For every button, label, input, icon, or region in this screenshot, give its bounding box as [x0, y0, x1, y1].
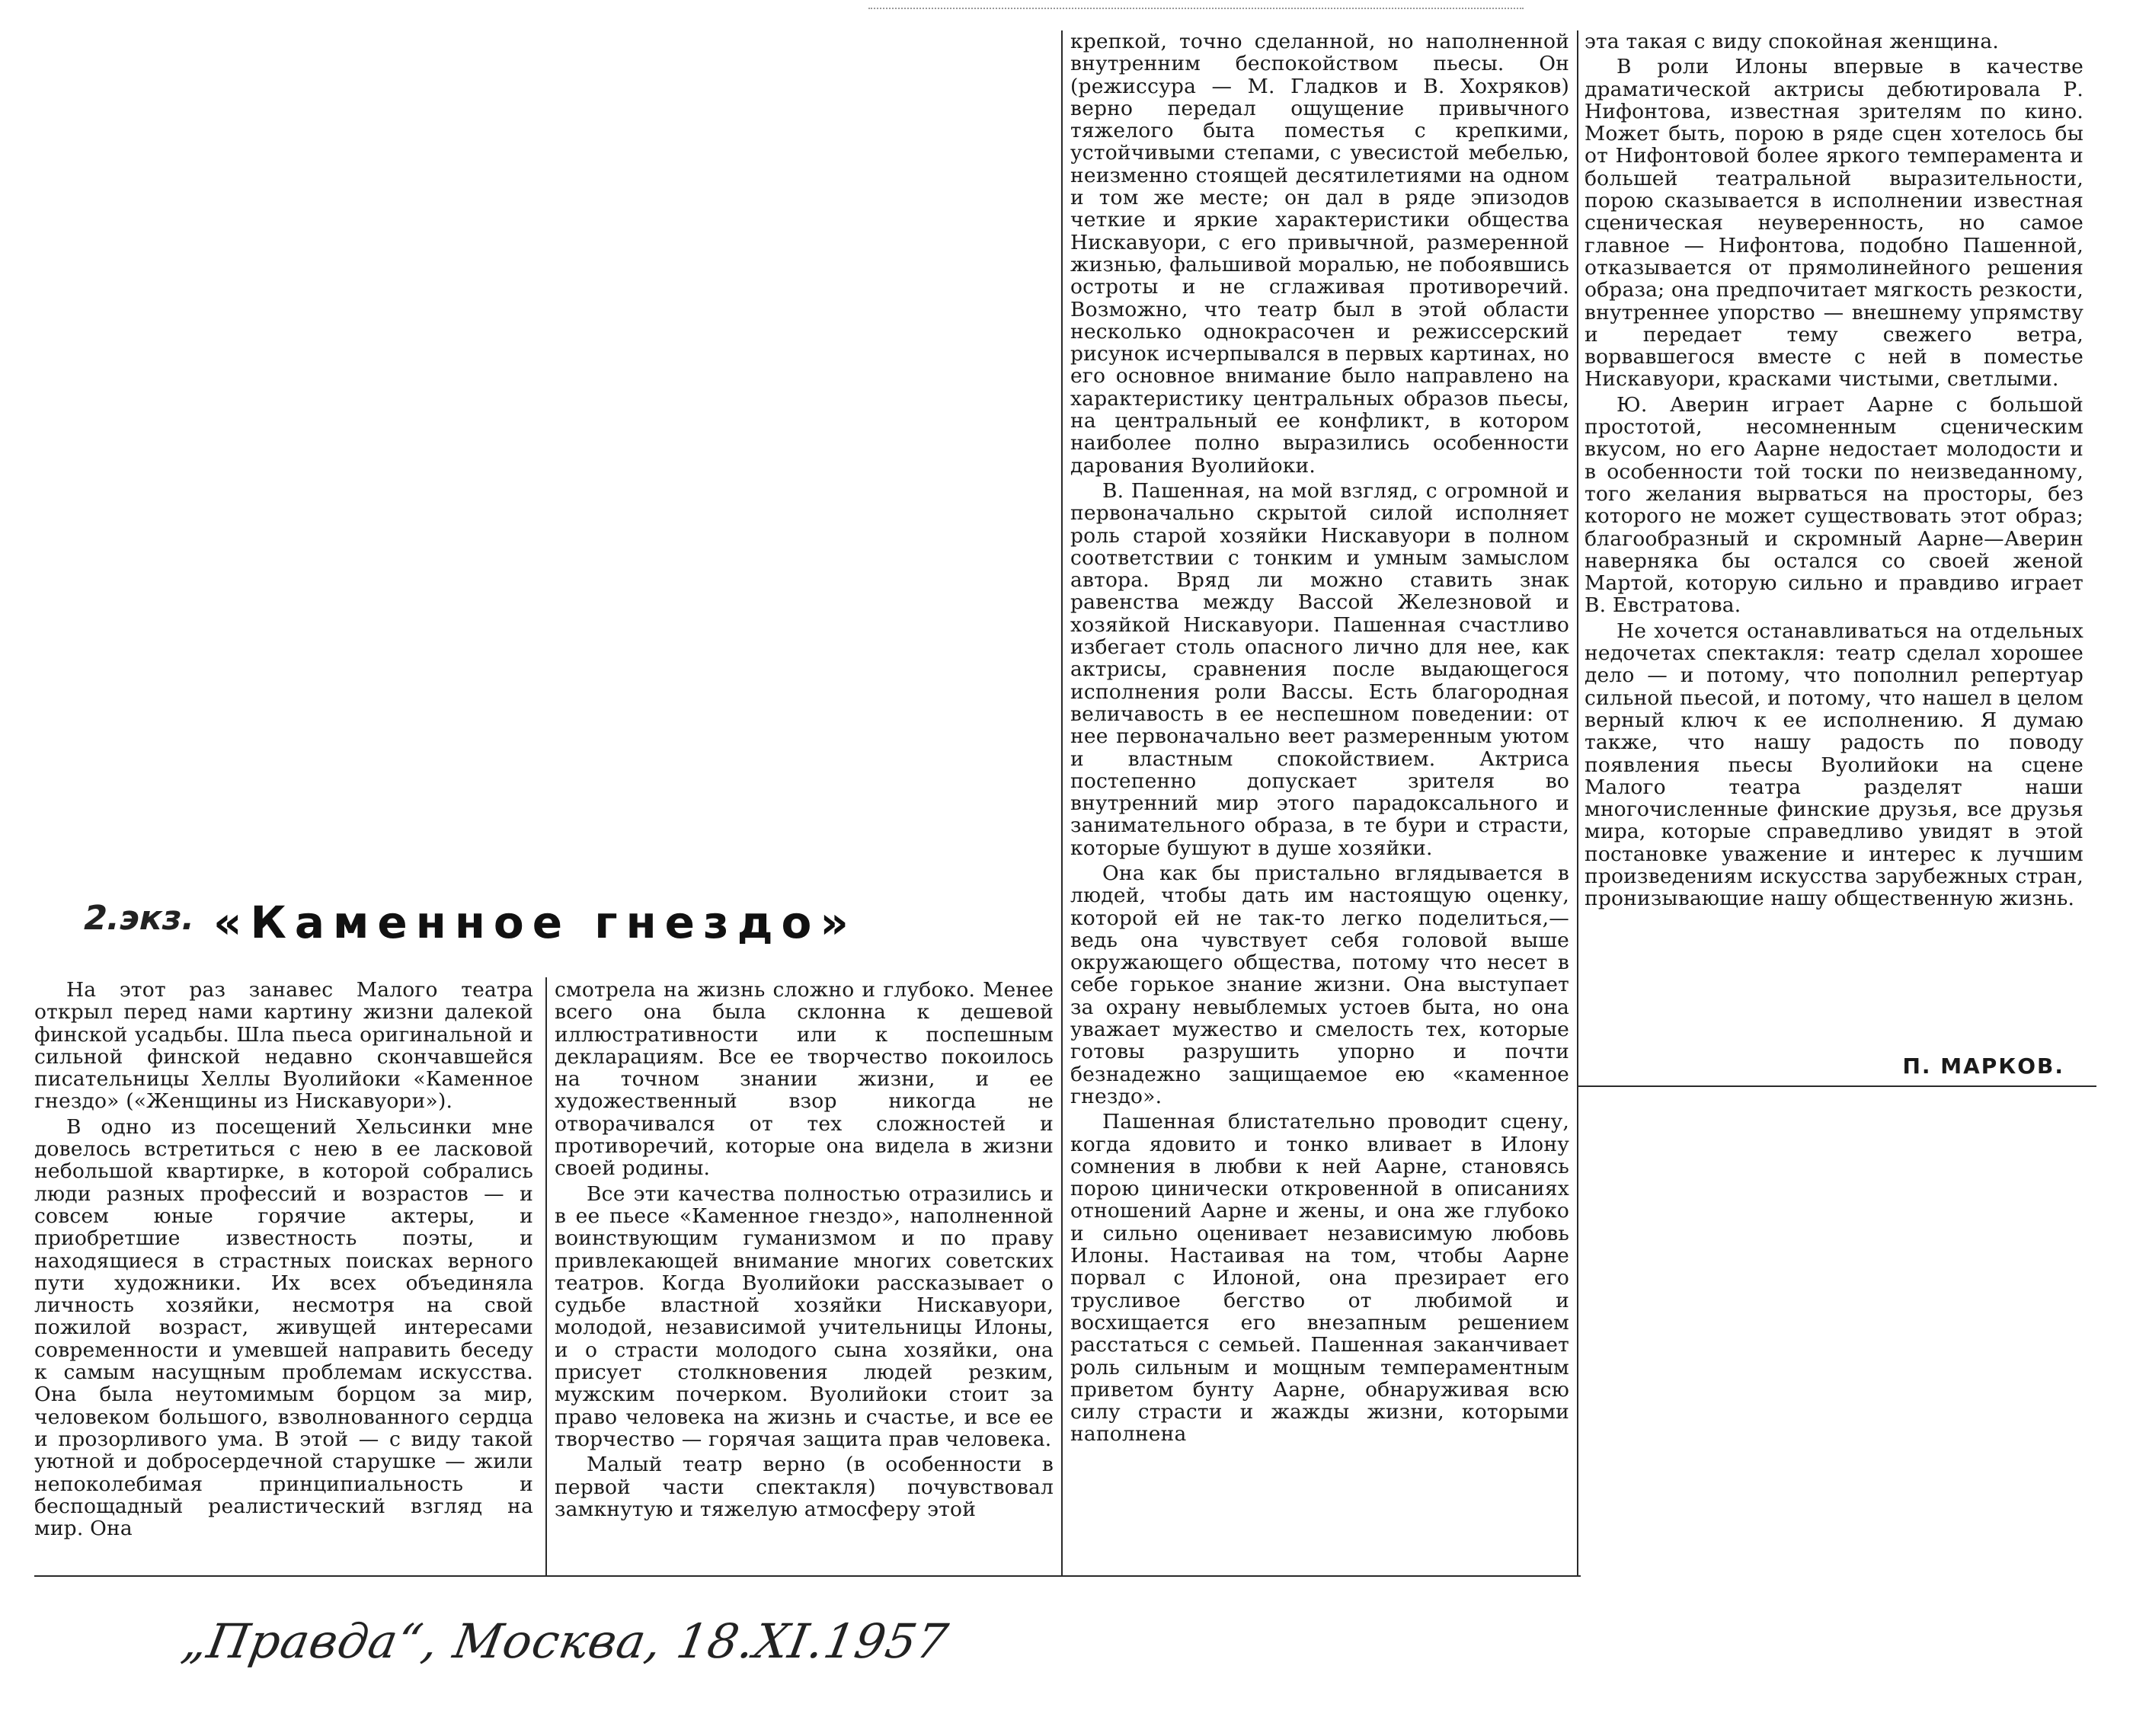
article-headline: «Каменное гнездо» — [213, 897, 857, 948]
paragraph: Она как бы пристально вглядывается в людей, чтобы дать им настоящую оценку, которой ей не так-то легко поделиться,— ведь она чувствует себя головой выше окружающего общества, потому что несет в себе горькое знание жизни. Она выступает за охрану невыблемых устоев быта, но она уважает мужество и смелость тех, которые готовы разрушить упорно и почти безнадежно защищаемое ею «каменное гнездо». — [1070, 861, 1569, 1108]
paragraph: В одно из посещений Хельсинки мне довелось встретиться с нею в ее ласковой небольшой квартирке, в которой собрались люди разных профессий и возрастов — и совсем юные горячие актеры, и приобретшие известность поэты, и находящиеся в страстных поисках верного пути художники. Их всех объединяла личность хозяйки, несмотря на свой пожилой возраст, живущей интересами современности и умевшей направить беседу к самым насущным проблемам искусства. Она была неутомимым борцом за мир, человеком большого, взволнованного сердца и прозорливого ума. В этой — с виду такой уютной и добросердечной старушке — жили непоколебимая принципиальность и беспощадный реалистический взгляд на мир. Она — [34, 1114, 533, 1541]
paragraph: Малый театр верно (в особенности в первой части спектакля) почувствовал замкнутую и тяжелую атмосферу этой — [555, 1453, 1054, 1521]
paragraph: Все эти качества полностью отразились и в ее пьесе «Каменное гнездо», наполненной воинствующим гуманизмом и по праву привлекающей внимание многих советских театров. Когда Вуолийоки рассказывает о судьбе властной хозяйки Нискавуори, молодой, независимой учительницы Илоны, и о страсти молодого сына хозяйки, она присует столкновения людей резким, мужским почерком. Вуолийоки стоит за право человека на жизнь и счастье, и все ее творчество — горячая защита прав человека. — [555, 1181, 1054, 1451]
paragraph: эта такая с виду спокойная женщина. — [1585, 30, 2000, 53]
handwritten-source-note: „Правда“, Москва, 18.XI.1957 — [177, 1613, 953, 1669]
column-rule-3 — [1577, 30, 1578, 1575]
paragraph: Не хочется останавливаться на отдельных недочетах спектакля: театр сделал хорошее дело — и потому, что пополнил репертуар сильной пьесой, и потому, что нашел в целом верный ключ к ее исполнению. Я думаю также, что нашу радость по поводу появления пьесы Вуолийоки на сцене Малого театра разделят наши многочисленные финские друзья, все друзья мира, которые справедливо увидят в этой постановке уважение и интерес к лучшим произведениям искусства зарубежных стран, пронизывающие нашу общественную жизнь. — [1585, 619, 2083, 911]
article-column-1 — [34, 979, 533, 1543]
top-edge-rule — [868, 8, 1524, 15]
article-column-2 — [555, 979, 1054, 1523]
handwritten-copy-number: 2.экз. — [79, 899, 199, 938]
paragraph: Пашенная блистательно проводит сцену, когда ядовито и тонко вливает в Илону сомнения в любви к ней Аарне, становясь порою цинически откровенной в описаниях отношений Аарне и жены, и она же глубоко и сильно оценивает независимую любовь Илоны. Настаивая на том, чтобы Аарне порвал с Илоной, она презирает его трусливое бегство от любимой и восхищается его внезапным решением расстаться с семьей. Пашенная заканчивает роль сильным и мощным темпераментным приветом бунту Аарне, обнаруживая всю силу страсти и жажды жизни, которыми наполнена — [1070, 1110, 1569, 1447]
article-column-4 — [1585, 30, 2083, 913]
bottom-rule — [34, 1575, 1581, 1577]
paragraph: В роли Илоны впервые в качестве драматической актрисы дебютировала Р. Нифонтова, известная зрителям по кино. Может быть, порою в ряде сцен хотелось бы от Нифонтовой более яркого темперамента и большей театральной выразительности, порою сказывается в исполнении известная сценическая неуверенность, но самое главное — Нифонтова, подобно Пашенной, отказывается от прямолинейного решения образа; она предпочитает мягкость резкости, внутреннее упорство — внешнему упрямству и передает тему свежего ветра, ворвавшегося вместе с ней в поместье Нискавуори, красками чистыми, светлыми. — [1585, 55, 2083, 392]
paragraph: крепкой, точно сделанной, но наполненной внутренним беспокойством пьесы. Он (режиссура — М. Гладков и В. Хохряков) верно передал ощущение привычного тяжелого быта поместья с крепкими, устойчивыми степами, с увесистой мебелью, неизменно стоящей десятилетиями на одном и том же месте; он дал в ряде эпизодов четкие и яркие характеристики общества Нискавуори, с его привычной, размеренной жизнью, фальшивой моралью, не побоявшись остроты и не сглаживая противоречий. Возможно, что театр был в этой области несколько однокрасочен и режиссерский рисунок исчерпывался в первых картинах, но его основное внимание было направлено на характеристику центральных образов пьесы, на центральный ее конфликт, в котором наиболее полно выразились особенности дарования Вуолийоки. — [1070, 30, 1569, 478]
paragraph: смотрела на жизнь сложно и глубоко. Менее всего она была склонна к дешевой иллюстративности или к поспешным декларациям. Все ее творчество покоилось на точном знании жизни, и ее художественный взор никогда не отворачивался от тех сложностей и противоречий, которые она видела в жизни своей родины. — [555, 978, 1054, 1181]
paragraph: В. Пашенная, на мой взгляд, с огромной и первоначально скрытой силой исполняет роль старой хозяйки Нискавуори в полном соответствии с тонким и умным замыслом автора. Вряд ли можно ставить знак равенства между Вассой Железновой и хозяйкой Нискавуори. Пашенная счастливо избегает столь опасного лично для нее, как актрисы, сравнения после выдающегося исполнения роли Вассы. Есть благородная величавость в ее неспешном поведении: от нее первоначально веет размеренным уютом и властным спокойствием. Актриса постепенно допускает зрителя во внутренний мир этого парадоксального и занимательного образа, в те бури и страсти, которые бушуют в душе хозяйки. — [1070, 478, 1569, 860]
signature-rule — [1578, 1085, 2096, 1087]
paragraph: На этот раз занавес Малого театра открыл перед нами картину жизни далекой финской усадьбы. Шла пьеса оригинальной и сильной финской недавно скончавшейся писательницы Хеллы Вуолийоки «Каменное гнездо» («Женщины из Нискавуори»). — [34, 978, 533, 1114]
author-signature: П. МАРКОВ. — [1902, 1053, 2064, 1079]
paragraph: Ю. Аверин играет Аарне с большой простотой, несомненным сценическим вкусом, но его Аарне недостает молодости и в особенности той тоски по неизведанному, того желания вырваться на просторы, без которого не может существовать этот образ; благообразный и скромный Аарне—Аверин наверняка бы остался со своей женой Мартой, которую сильно и правдиво играет В. Евстратова. — [1585, 392, 2083, 618]
column-rule-1 — [545, 977, 547, 1575]
article-column-3 — [1070, 30, 1569, 1449]
column-rule-2 — [1061, 30, 1063, 1575]
